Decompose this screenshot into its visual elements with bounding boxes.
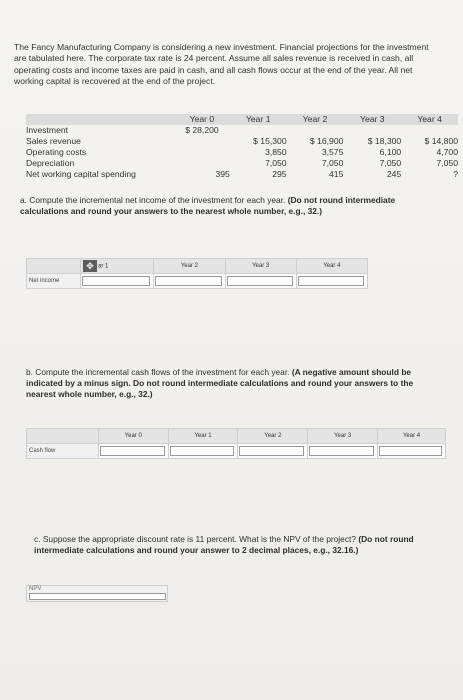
question-b <box>26 367 426 400</box>
net-income-year-2-input[interactable] <box>154 274 225 289</box>
net-income-row <box>27 274 368 289</box>
net-income-label: Net income <box>27 274 81 289</box>
npv-input[interactable] <box>29 593 166 600</box>
cash-flow-year-4-input[interactable] <box>378 444 446 459</box>
move-arrows-icon[interactable]: ✥ <box>83 260 97 272</box>
grid-header-year-4: Year 4 <box>296 259 367 274</box>
grid-header-row <box>27 429 446 444</box>
header-year-3: Year 3 <box>360 114 385 124</box>
cash-flow-row <box>27 444 446 459</box>
question-c-text: c. Suppose the appropriate discount rate is 11 percent. What is the NPV of the project? <box>34 534 359 544</box>
net-income-year-4-input[interactable] <box>296 274 367 289</box>
row-label: Investment <box>26 125 69 135</box>
grid-header-year-4: Year 4 <box>378 429 446 444</box>
table-cell: ? <box>453 169 458 179</box>
table-cell <box>287 125 344 136</box>
table-cell: 295 <box>272 169 287 179</box>
net-income-grid <box>26 258 368 289</box>
table-cell: 395 <box>215 169 230 179</box>
question-a-note: (Do not round intermediate calculations and round your answers to the nearest whole number, e.g., 32.) <box>20 195 396 216</box>
row-label: Operating costs <box>26 147 87 157</box>
row-label: Sales revenue <box>26 136 81 146</box>
header-year-2: Year 2 <box>302 114 328 124</box>
problem-statement: The Fancy Manufacturing Company is considering a new investment. Financial projections for the investment are tabulated here. The corporate tax rate is 24 percent. Assume all sales revenue is received in cash, all operating costs and income taxes are paid in cash, and all cash flows occur at the end of the year. All net working capital is recovered at the end of the project. <box>14 42 429 86</box>
grid-header-year-1: Year 1 <box>168 429 238 444</box>
cash-flow-year-2-input[interactable] <box>238 444 308 459</box>
table-cell: 7,050 <box>265 158 287 168</box>
table-cell <box>174 147 230 158</box>
table-cell: 4,700 <box>436 147 458 157</box>
npv-field <box>26 585 168 602</box>
table-cell: 7,050 <box>436 158 458 168</box>
cash-flow-label: Cash flow <box>27 444 99 459</box>
table-cell: 7,050 <box>379 158 402 168</box>
net-income-year-1-input[interactable] <box>81 274 154 289</box>
table-cell <box>401 125 458 136</box>
grid-header-year-1: ✥ ar 1 <box>81 259 154 274</box>
cash-flow-year-1-input[interactable] <box>168 444 238 459</box>
table-row <box>26 147 458 158</box>
table-row <box>26 169 458 180</box>
grid-header-year-3: Year 3 <box>225 259 296 274</box>
table-cell <box>174 136 230 147</box>
table-row <box>26 125 458 136</box>
cash-flow-grid <box>26 428 446 459</box>
net-income-year-3-input[interactable] <box>225 274 296 289</box>
table-cell <box>230 125 287 136</box>
row-label: Net working capital spending <box>26 169 136 179</box>
header-year-4: Year 4 <box>417 114 442 124</box>
table-cell: 3,850 <box>265 147 287 157</box>
table-cell: $ 16,900 <box>309 136 344 146</box>
table-cell <box>174 158 230 169</box>
table-row <box>26 158 458 169</box>
header-year-1: Year 1 <box>245 114 271 124</box>
grid-header-year-3: Year 3 <box>308 429 378 444</box>
table-cell <box>343 125 401 136</box>
table-cell: 245 <box>386 169 402 179</box>
projection-table <box>26 114 458 180</box>
question-c-note: (Do not round intermediate calculations and round your answer to 2 decimal places, e.g., 32.16.) <box>34 534 414 555</box>
table-cell: 3,575 <box>321 147 344 157</box>
cash-flow-year-0-input[interactable] <box>98 444 168 459</box>
table-cell: $ 15,300 <box>253 136 287 146</box>
question-a-text: a. Compute the incremental net income of the investment for each year. <box>20 195 288 205</box>
table-cell: $ 14,800 <box>424 136 458 146</box>
grid-header-year-2: Year 2 <box>154 259 225 274</box>
table-row <box>26 136 458 147</box>
table-cell: $ 28,200 <box>185 125 219 135</box>
grid-header-year-2: Year 2 <box>238 429 308 444</box>
grid-header-row <box>27 259 368 274</box>
grid-header-year-0: Year 0 <box>98 429 168 444</box>
question-a <box>20 195 440 217</box>
table-cell: 415 <box>329 169 344 179</box>
npv-label: NPV <box>29 586 42 592</box>
question-c <box>34 534 430 556</box>
table-cell: 6,100 <box>379 147 402 157</box>
row-label: Depreciation <box>26 158 75 168</box>
table-cell: $ 18,300 <box>367 136 402 146</box>
header-year-0: Year 0 <box>189 114 215 124</box>
projection-header-row <box>26 114 458 125</box>
question-b-note: (A negative amount should be indicated by a minus sign. Do not round intermediate calculations and round your answers to the nearest whole number, e.g., 32.) <box>26 367 414 399</box>
cash-flow-year-3-input[interactable] <box>308 444 378 459</box>
question-b-text: b. Compute the incremental cash flows of the investment for each year. <box>26 367 292 377</box>
table-cell: 7,050 <box>321 158 344 168</box>
